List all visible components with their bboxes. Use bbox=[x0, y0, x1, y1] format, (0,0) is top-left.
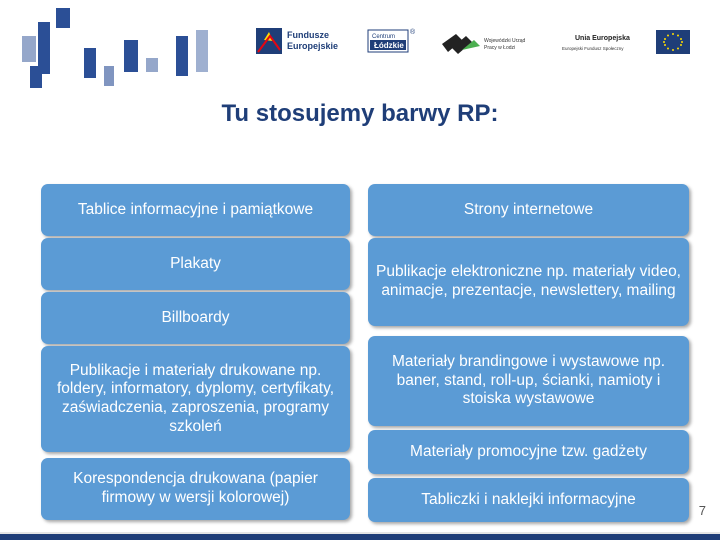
logo4-line1: Unia Europejska bbox=[575, 35, 630, 42]
item-label: Strony internetowe bbox=[463, 200, 594, 218]
item-tablice bbox=[41, 184, 350, 236]
page-title: Tu stosujemy barwy RP: bbox=[221, 100, 499, 127]
logo1-line2: Europejskie bbox=[287, 41, 339, 51]
item-label: Billboardy bbox=[161, 308, 230, 326]
bottom-brand-strip bbox=[0, 534, 720, 540]
lodzkie-logo bbox=[368, 28, 416, 52]
logo2-text: Łódzkie bbox=[374, 41, 404, 50]
item-strony-internetowe bbox=[368, 184, 689, 236]
item-label: Publikacje i materiały drukowane np. foldery, informatory, dyplomy, certyfikaty, zaświadczenia, zaproszenia, programy szkoleń bbox=[56, 361, 335, 435]
unia-europejska-logo bbox=[562, 30, 690, 54]
item-materialy-brandingowe bbox=[368, 336, 689, 426]
item-publikacje-elektroniczne bbox=[368, 238, 689, 326]
logo2-small: Centrum bbox=[372, 34, 396, 40]
item-label: Materiały promocyjne tzw. gadżety bbox=[410, 442, 647, 460]
decorative-squares-logo bbox=[22, 8, 208, 88]
header-logos bbox=[0, 0, 720, 90]
item-label: Publikacje elektroniczne np. materiały video, animacje, prezentacje, newslettery, mailing bbox=[376, 263, 681, 299]
logo1-line1: Fundusze bbox=[287, 30, 329, 40]
item-label: Korespondencja drukowana (papier firmowy w wersji kolorowej) bbox=[73, 470, 318, 506]
item-label: Tablice informacyjne i pamiątkowe bbox=[77, 200, 314, 218]
item-publikacje-drukowane bbox=[41, 346, 350, 452]
item-label: Plakaty bbox=[170, 254, 221, 272]
item-label: Tabliczki i naklejki informacyjne bbox=[421, 490, 636, 508]
item-tabliczki-naklejki bbox=[368, 478, 689, 522]
logo-bar bbox=[0, 0, 720, 90]
item-label: Materiały brandingowe i wystawowe np. baner, stand, roll-up, ścianki, namioty i stoiska wystawowe bbox=[391, 353, 666, 408]
item-materialy-promocyjne bbox=[368, 430, 689, 474]
item-billboardy bbox=[41, 292, 350, 344]
page-number: 7 bbox=[698, 503, 706, 518]
logo3-line2: Pracy w Łodzi bbox=[484, 45, 516, 51]
item-korespondencja bbox=[41, 458, 350, 520]
fundusze-europejskie-logo bbox=[256, 28, 338, 54]
svg-text:®: ® bbox=[410, 29, 416, 36]
logo4-line2: Europejski Fundusz Społeczny bbox=[562, 46, 624, 51]
item-plakaty bbox=[41, 238, 350, 290]
logo3-line1: Wojewódzki Urząd bbox=[484, 38, 526, 44]
wup-logo bbox=[442, 34, 526, 54]
